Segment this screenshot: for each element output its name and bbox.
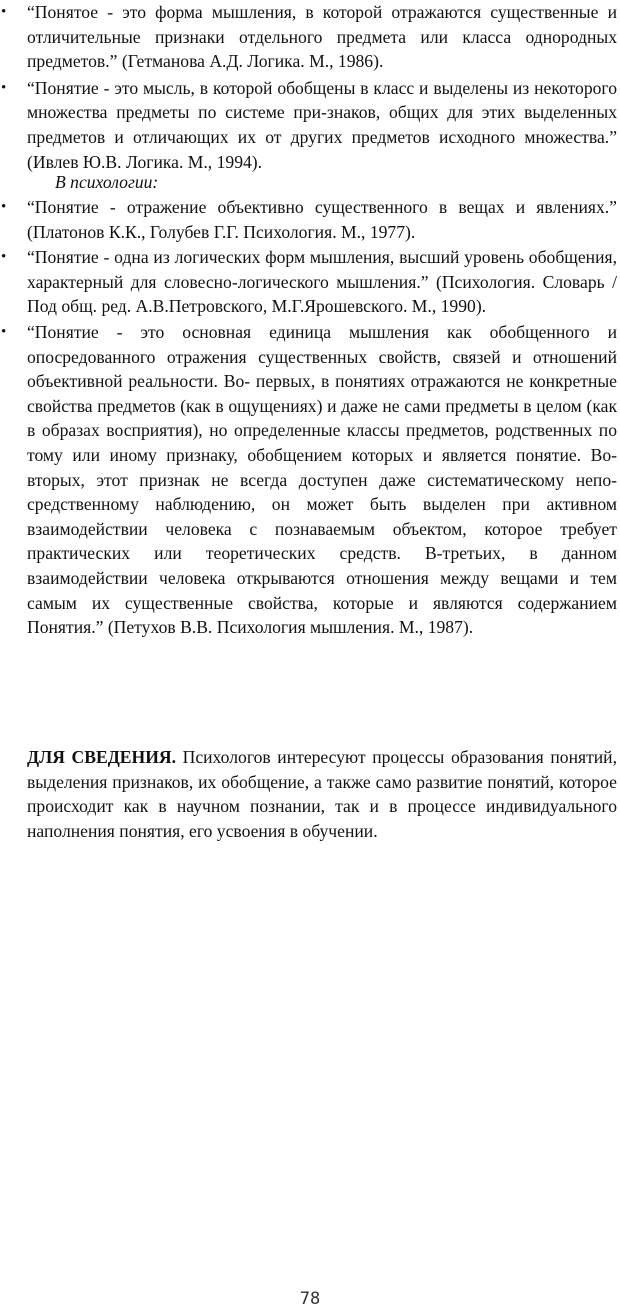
bullet-icon: •	[1, 323, 7, 340]
page-number: 78	[299, 1289, 321, 1309]
psychology-definitions-list	[0, 195, 620, 640]
bullet-icon: •	[1, 249, 7, 266]
list-item	[0, 0, 620, 74]
quote-text: “Понятие - отражение объективно существенного в вещах и явлениях.” (Платонов К.К., Голубев Г.Г. Психология. М., 1977).	[27, 197, 617, 242]
bullet-icon: •	[1, 79, 7, 96]
section-label: В психологии:	[55, 172, 159, 192]
list-item	[0, 320, 620, 640]
bullet-icon: •	[1, 4, 7, 20]
info-label: ДЛЯ СВЕДЕНИЯ.	[27, 747, 177, 767]
info-paragraph	[27, 745, 617, 843]
list-item	[0, 76, 620, 174]
quote-text: “Понятое - это форма мышления, в которой отражаются существенные и отличительные признаки отдельного предмета или класса однородных предметов.” (Гетманова А.Д. Логика. М., 1986).	[27, 2, 617, 72]
quote-text: “Понятие - одна из логических форм мышления, высший уровень обобщения, характерный для словесно-логического мышления.” (Психология. Словарь /Под общ. ред. А.В.Петровского, М.Г.Ярошевского. М., 1990).	[27, 247, 617, 317]
info-text: Психологов интересуют процессы образования понятий, выделения признаков, их обобщение, а также само развитие понятий, которое происходит как в научном познании, так и в процессе индивидуального наполнения понятия, его усвоения в обучении.	[27, 747, 617, 841]
bullet-icon: •	[1, 199, 7, 215]
list-item	[0, 195, 620, 244]
logic-definitions-list	[0, 0, 620, 174]
list-item	[0, 245, 620, 319]
quote-text: “Понятие - это мысль, в которой обобщены в класс и выделены из некоторого множества предметы по системе при-знаков, общих для этих выделенных предметов и отличающих их от других предметов исходного множества.” (Ивлев Ю.В. Логика. М., 1994).	[27, 77, 617, 172]
quote-text: “Понятие - это основная единица мышления как обобщенного и опосредованного отражения существенных свойств, связей и отношений объективной реальности. Во- первых, в понятиях отражаются не конкретные свойства предметов (как в ощущениях) и даже не сами предметы в целом (как в образах восприятия), но определенные классы предметов, родственных по тому или иному признаку, обобщением которых и является понятие. Во-вторых, этот признак не всегда доступен даже систематическому непо-средственному наблюдению, он может быть выделен при активном взаимодействии человека с познаваемым объектом, которое требует практических или теоретических средств. В-третьих, в данном взаимодействии человека открываются отношения между вещами и тем самым их существенные свойства, которые и являются содержанием Понятия.” (Петухов В.В. Психология мышления. М., 1987).	[27, 321, 617, 638]
